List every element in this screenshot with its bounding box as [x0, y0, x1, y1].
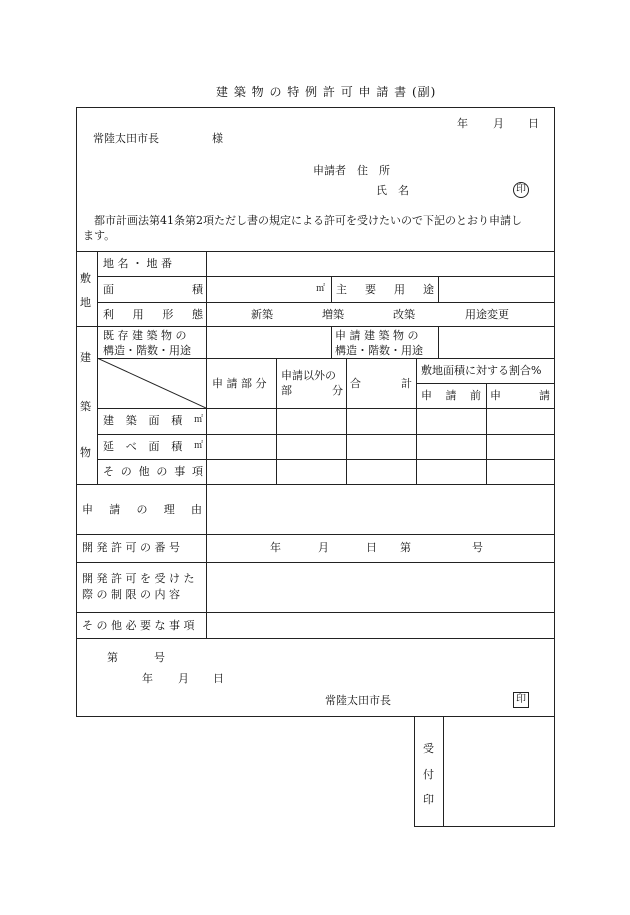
- label-char: 請: [109, 503, 121, 516]
- label-char: 用: [132, 308, 144, 321]
- row-building-area: [103, 414, 203, 427]
- label-char: 請: [539, 389, 550, 402]
- receipt-label-1: 受: [423, 742, 434, 755]
- label-char: 他: [138, 465, 150, 478]
- label-char: 面: [148, 440, 160, 453]
- applicant-seal-mark: 印: [513, 182, 529, 198]
- name-label: 氏 名: [376, 184, 409, 197]
- col-other-part-2a: 部: [281, 384, 292, 397]
- statement-line-2: ます。: [83, 229, 116, 242]
- divider: [76, 562, 555, 563]
- receipt-label-3: 印: [423, 793, 434, 806]
- existing-building-label-1: 既 存 建 築 物 の: [103, 329, 187, 342]
- col-ratio-applied: [490, 389, 550, 402]
- label-char: の: [156, 465, 168, 478]
- divider: [97, 302, 555, 303]
- divider: [276, 358, 277, 484]
- label-char: 態: [191, 308, 203, 321]
- col-ratio: 敷地面積に対する割合%: [421, 364, 542, 377]
- diagonal-line: [97, 358, 206, 408]
- footer-year: 年: [142, 672, 153, 685]
- col-applied-part: 申 請 部 分: [212, 377, 267, 390]
- label-char: 積: [171, 414, 183, 427]
- label-char: 項: [191, 465, 203, 478]
- divider: [331, 326, 332, 358]
- label-char: 用: [394, 283, 405, 296]
- unit-sqm: ㎡: [193, 415, 203, 425]
- label-char: そ: [103, 465, 114, 478]
- label-char: 主: [336, 283, 347, 296]
- divider: [443, 717, 444, 827]
- addressee-honorific: 様: [212, 132, 223, 145]
- divider: [76, 326, 555, 327]
- statement-line-1: 都市計画法第41条第2項ただし書の規定による許可を受けたいので下記のとおり申請し: [94, 214, 522, 227]
- divider: [76, 612, 555, 613]
- reason-label: [82, 503, 202, 516]
- applied-building-label-1: 申 請 建 築 物 の: [335, 329, 419, 342]
- label-char: 理: [163, 503, 175, 516]
- label-char: 事: [174, 465, 186, 478]
- receipt-stamp-box: [414, 717, 555, 827]
- other-matters-label: そ の 他 必 要 な 事 項: [82, 619, 195, 632]
- col-total-a: 合: [350, 377, 361, 390]
- area-unit: ㎡: [316, 284, 326, 294]
- label-char: 申: [82, 503, 93, 516]
- label-char: 築: [125, 414, 137, 427]
- divider: [438, 326, 439, 358]
- divider: [97, 276, 555, 277]
- label-char: 積: [192, 283, 203, 296]
- date-year: 年: [457, 117, 468, 130]
- label-char: の: [120, 465, 132, 478]
- footer-day: 日: [213, 672, 224, 685]
- chiban-label: 地 名 ・ 地 番: [103, 257, 172, 270]
- address-label: 住 所: [357, 164, 390, 177]
- label-char: 延: [103, 440, 114, 453]
- footer-dai: 第: [107, 651, 118, 664]
- building-label-2: 築: [80, 400, 91, 413]
- usage-option-change: 用途変更: [465, 308, 509, 321]
- applicant-label: 申請者: [313, 164, 346, 177]
- main-use-label: [336, 283, 434, 296]
- document-title: 建 築 物 の 特 例 許 可 申 請 書 (副): [216, 85, 437, 99]
- date-month: 月: [493, 117, 504, 130]
- divider: [346, 358, 347, 484]
- label-char: 前: [470, 389, 481, 402]
- site-label-2: 地: [80, 296, 91, 309]
- footer-mayor: 常陸太田市長: [325, 694, 391, 707]
- permit-month: 月: [318, 541, 329, 554]
- divider: [76, 251, 555, 252]
- divider: [76, 638, 555, 639]
- building-label-1: 建: [80, 351, 91, 364]
- restriction-label-2: 際 の 制 限 の 内 容: [82, 588, 180, 601]
- permit-go: 号: [472, 541, 483, 554]
- area-label: [103, 283, 203, 296]
- permit-year: 年: [270, 541, 281, 554]
- usage-option-rebuild: 改築: [393, 308, 415, 321]
- building-label-3: 物: [80, 446, 91, 459]
- label-char: 面: [148, 414, 160, 427]
- divider: [331, 276, 332, 302]
- label-char: 面: [103, 283, 114, 296]
- divider: [206, 251, 207, 638]
- label-char: 利: [103, 308, 114, 321]
- mayor-seal-mark: 印: [513, 692, 529, 708]
- col-ratio-before: [421, 389, 481, 402]
- col-total-b: 計: [401, 377, 412, 390]
- col-other-part-2b: 分: [332, 384, 343, 397]
- site-label-1: 敷: [80, 272, 91, 285]
- label-char: 申: [421, 389, 432, 402]
- footer-month: 月: [178, 672, 189, 685]
- label-char: 形: [162, 308, 174, 321]
- usage-option-new: 新築: [251, 308, 273, 321]
- divider: [438, 276, 439, 302]
- receipt-label-2: 付: [423, 768, 434, 781]
- divider: [76, 534, 555, 535]
- existing-building-label-2: 構造・階数・用途: [103, 344, 191, 357]
- permit-number-label: 開 発 許 可 の 番 号: [82, 541, 180, 554]
- label-char: 由: [191, 503, 202, 516]
- label-char: べ: [125, 440, 137, 453]
- divider: [76, 484, 555, 485]
- unit-sqm: ㎡: [193, 441, 203, 451]
- col-other-part-1: 申請以外の: [281, 369, 336, 382]
- label-char: 建: [103, 414, 114, 427]
- divider: [486, 383, 487, 484]
- label-char: 請: [445, 389, 457, 402]
- addressee: 常陸太田市長: [93, 132, 159, 145]
- applied-building-label-2: 構造・階数・用途: [335, 344, 423, 357]
- row-floor-area: [103, 440, 203, 453]
- restriction-label-1: 開 発 許 可 を 受 け た: [82, 572, 195, 585]
- date-day: 日: [528, 117, 539, 130]
- label-char: の: [136, 503, 148, 516]
- label-char: 積: [171, 440, 183, 453]
- permit-dai: 第: [400, 541, 411, 554]
- label-char: 途: [423, 283, 434, 296]
- row-other: [103, 465, 203, 478]
- label-char: 申: [490, 389, 501, 402]
- footer-go: 号: [154, 651, 165, 664]
- divider: [416, 358, 417, 484]
- usage-form-label: [103, 308, 203, 321]
- usage-option-extension: 増築: [322, 308, 344, 321]
- label-char: 要: [365, 283, 376, 296]
- permit-day: 日: [366, 541, 377, 554]
